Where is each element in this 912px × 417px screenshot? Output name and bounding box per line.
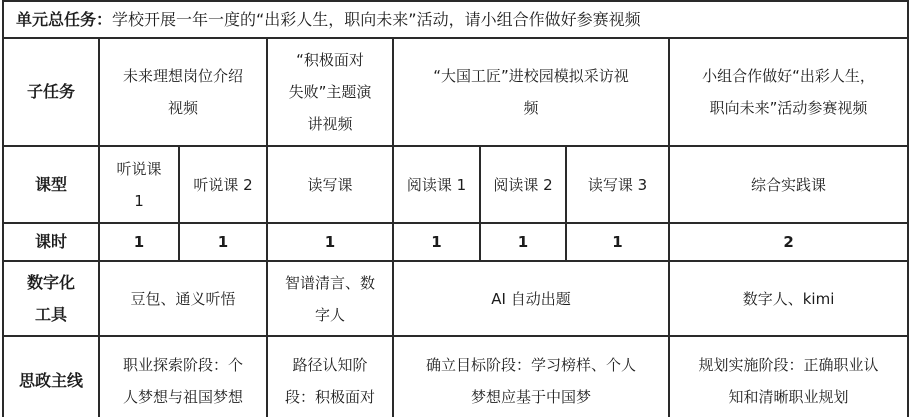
ideology-4: 规划实施阶段：正确职业认 知和清晰职业规划 xyxy=(669,336,908,417)
hours-1: 1 xyxy=(99,223,179,261)
subtask-1: 未来理想岗位介绍 视频 xyxy=(99,38,267,146)
hours-header: 课时 xyxy=(3,223,99,261)
tools-4: 数字人、kimi xyxy=(669,261,908,336)
lesson-type-6: 读写课 3 xyxy=(566,146,669,223)
hours-7: 2 xyxy=(669,223,908,261)
subtask-header: 子任务 xyxy=(3,38,99,146)
tools-2: 智谱清言、数 字人 xyxy=(267,261,393,336)
tools-header: 数字化 工具 xyxy=(3,261,99,336)
hours-4: 1 xyxy=(393,223,480,261)
table-row xyxy=(3,146,908,223)
lesson-type-4: 阅读课 1 xyxy=(393,146,480,223)
lesson-type-7: 综合实践课 xyxy=(669,146,908,223)
lesson-type-5: 阅读课 2 xyxy=(480,146,566,223)
table-row xyxy=(3,261,908,336)
lesson-type-3: 读写课 xyxy=(267,146,393,223)
lesson-type-2: 听说课 2 xyxy=(179,146,267,223)
subtask-3: “大国工匠”进校园模拟采访视 频 xyxy=(393,38,669,146)
hours-6: 1 xyxy=(566,223,669,261)
hours-3: 1 xyxy=(267,223,393,261)
table-row xyxy=(3,223,908,261)
table-row xyxy=(3,38,908,146)
tools-1: 豆包、通义听悟 xyxy=(99,261,267,336)
ideology-2: 路径认知阶 段：积极面对 xyxy=(267,336,393,417)
hours-5: 1 xyxy=(480,223,566,261)
hours-2: 1 xyxy=(179,223,267,261)
table-row xyxy=(3,336,908,417)
subtask-4: 小组合作做好“出彩人生， 职向未来”活动参赛视频 xyxy=(669,38,908,146)
ideology-header: 思政主线 xyxy=(3,336,99,417)
unit-task-title xyxy=(3,1,908,38)
tools-3: AI 自动出题 xyxy=(393,261,669,336)
table-row xyxy=(3,1,908,38)
ideology-1: 职业探索阶段：个 人梦想与祖国梦想 xyxy=(99,336,267,417)
lesson-plan-table xyxy=(2,0,909,417)
ideology-3: 确立目标阶段：学习榜样、个人 梦想应基于中国梦 xyxy=(393,336,669,417)
unit-task-text: 学校开展一年一度的“出彩人生，职向未来”活动，请小组合作做好参赛视频 xyxy=(112,9,641,29)
subtask-2: “积极面对 失败”主题演 讲视频 xyxy=(267,38,393,146)
unit-task-label: 单元总任务： xyxy=(16,9,113,29)
lesson-type-1: 听说课 1 xyxy=(99,146,179,223)
lesson-type-header: 课型 xyxy=(3,146,99,223)
